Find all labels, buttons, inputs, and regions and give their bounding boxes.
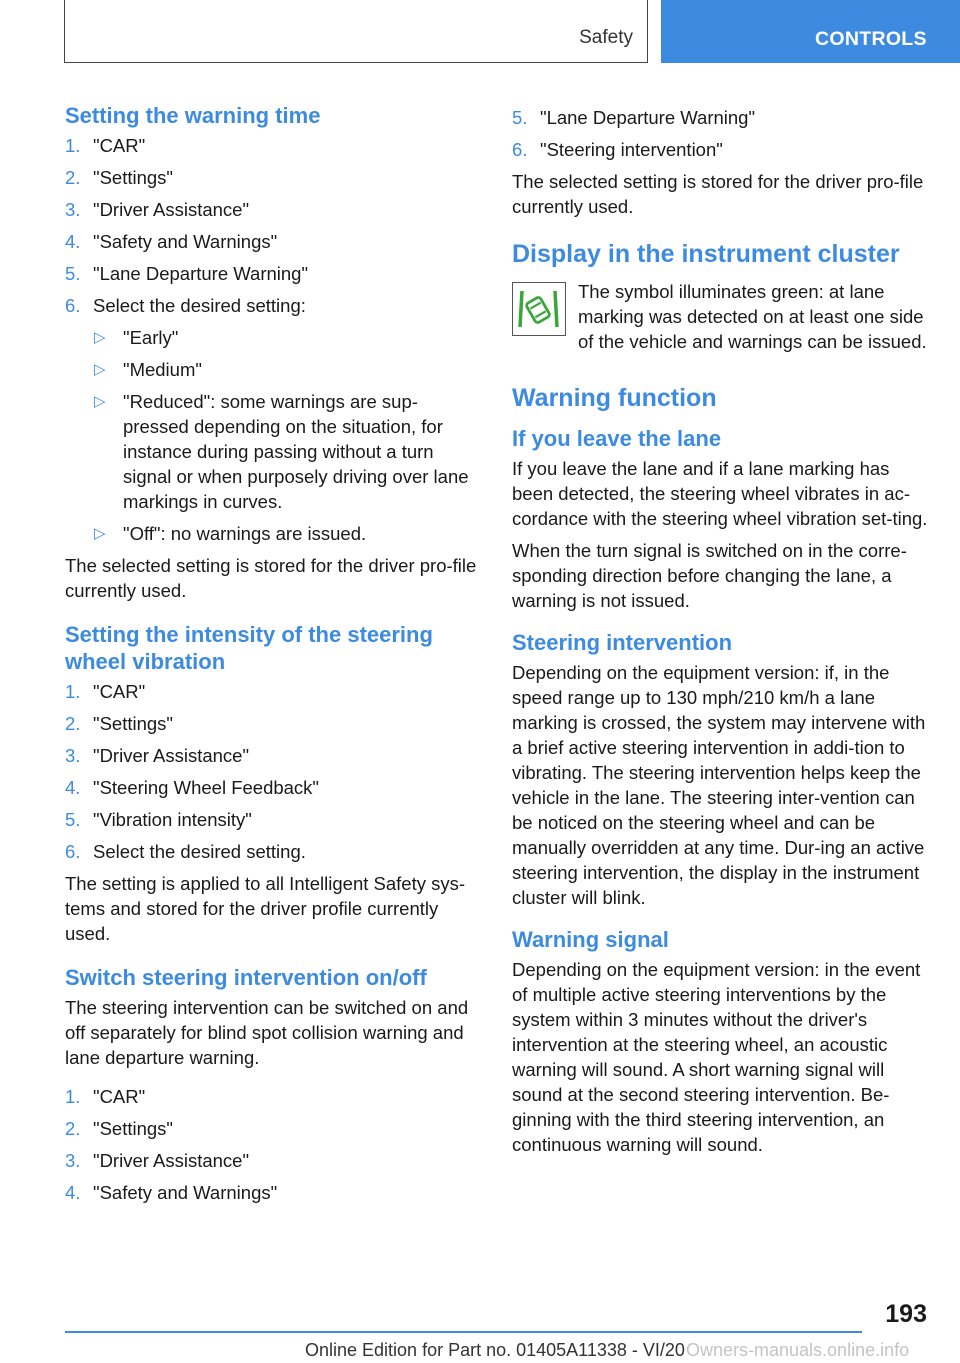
list-item: 3. "Driver Assistance" [65,1150,250,1171]
heading-leave-lane: If you leave the lane [512,426,722,451]
triangle-bullet-icon: ▷ [94,361,106,378]
list-item: 4. "Safety and Warnings" [65,231,278,252]
list-item: 1. "CAR" [65,681,146,702]
text-steering-intervention: Depending on the equipment version: if, in the speed range up to 130 mph/210 km/h a lane marking is crossed, the system may intervene with a brief active steering intervention in addi‐tion to vibrating. The steering intervention helps keep the vehicle in the lane. The steering inter‐vention can be noticed on the steering wheel and can be manually overridden at any time. Dur‐ing an active steering intervention, the display in the instrument cluster will blink. [512,662,926,908]
right-column [512,100,932,1164]
list-item: 2. "Settings" [65,167,173,188]
text-steering-on-off: The steering intervention can be switched on and off separately for blind spot collision warning and lane departure warning. [65,997,469,1068]
list-item: 2. "Settings" [65,1118,173,1139]
list-item: 5. "Lane Departure Warning" [65,263,309,284]
heading-warning-function: Warning function [512,384,717,412]
heading-steering-on-off: Switch steering intervention on/off [65,965,427,990]
list-item: 3. "Driver Assistance" [65,199,250,220]
heading-vibration-intensity: Setting the intensity of the steering wheel vibration [65,622,433,674]
header-chapter-title: CONTROLS [815,28,927,50]
list-item: 5. "Vibration intensity" [65,809,252,830]
triangle-bullet-icon: ▷ [94,329,106,346]
triangle-bullet-icon: ▷ [94,393,106,410]
footer-divider [65,1331,862,1333]
lane-departure-icon [512,282,566,336]
list-item: ▷ "Medium" [94,359,202,380]
note-continued: The selected setting is stored for the driver pro‐file currently used. [512,171,924,217]
list-item: ▷ "Early" [94,327,179,348]
footer-edition: Online Edition for Part no. 01405A11338 - VI/20 [305,1340,685,1360]
triangle-bullet-icon: ▷ [94,525,106,542]
note-vibration: The setting is applied to all Intelligent Safety sys‐tems and stored for the driver profile currently used. [65,873,466,944]
list-item: ▷ "Reduced": some warnings are sup‐pressed depending on the situation, for instance during passing without a turn signal or when purposely driving over lane markings in curves. [94,391,469,512]
steps-steering-on-off [65,1084,480,1205]
list-item: 3. "Driver Assistance" [65,745,250,766]
text-leave-lane-1: If you leave the lane and if a lane marking has been detected, the steering wheel vibrates in ac‐cordance with the steering wheel vibration set‐ting. [512,458,928,529]
list-item: 4. "Steering Wheel Feedback" [65,777,320,798]
footer-watermark: Owners-manuals.online.info [686,1340,910,1360]
note-warning-time: The selected setting is stored for the driver pro‐file currently used. [65,555,477,601]
list-item: 5. "Lane Departure Warning" [512,107,756,128]
steps-warning-time [65,133,480,318]
header-section-box [64,0,648,63]
steps-continued [512,105,932,162]
heading-display: Display in the instrument cluster [512,240,900,268]
text-warning-signal: Depending on the equipment version: in the event of multiple active steering interventions by the system within 3 minutes without the driver's intervention at the steering wheel, an acoustic warning will sound. A short warning signal will sound at the second steering intervention. Be‐ginning with the third steering intervention, an continuous warning will sound. [512,959,921,1155]
heading-warning-time: Setting the warning time [65,103,321,128]
heading-steering-intervention: Steering intervention [512,630,733,655]
options-warning-time [93,325,480,546]
list-item: 6. "Steering intervention" [512,139,723,160]
list-item: 6. Select the desired setting: [65,295,306,316]
list-item: 1. "CAR" [65,1086,146,1107]
heading-warning-signal: Warning signal [512,927,669,952]
text-display: The symbol illuminates green: at lane marking was detected on at least one side of the vehicle and warnings can be issued. [578,281,927,352]
page-number: 193 [885,1300,927,1328]
list-item: 2. "Settings" [65,713,173,734]
list-item: 1. "CAR" [65,135,146,156]
list-item: ▷ "Off": no warnings are issued. [94,523,367,544]
left-column [65,100,480,1212]
header-chapter-tab[interactable] [661,0,960,63]
text-leave-lane-2: When the turn signal is switched on in the corre‐sponding direction before changing the lane, a warning is not issued. [512,540,907,611]
list-item: 6. Select the desired setting. [65,841,306,862]
header-section-title: Safety [579,27,633,48]
steps-vibration [65,679,480,864]
list-item: 4. "Safety and Warnings" [65,1182,278,1203]
